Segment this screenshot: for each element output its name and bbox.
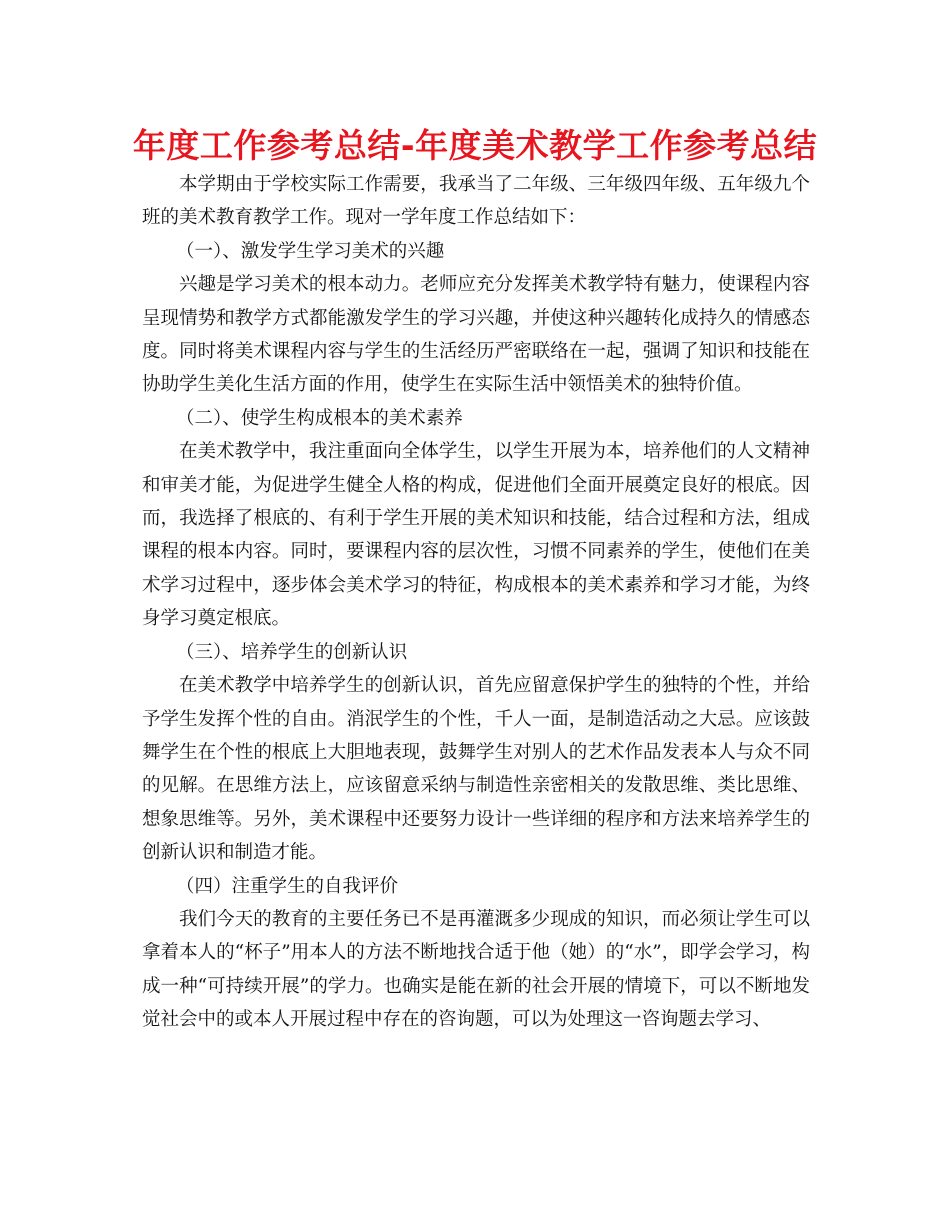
document-title: 年度工作参考总结-年度美术教学工作参考总结 bbox=[132, 126, 818, 165]
section-heading-1: （一）、激发学生学习美术的兴趣 bbox=[176, 240, 445, 262]
document-body bbox=[142, 168, 810, 1037]
section-heading-3: （三）、培养学生的创新认识 bbox=[176, 641, 408, 663]
section-heading-4: （四）注重学生的自我评价 bbox=[176, 875, 399, 897]
section-paragraph-2: 在美术教学中，我注重面向全体学生，以学生开展为本，培养他们的人文精神和审美才能，为促进学生健全人格的构成，促进他们全面开展奠定良好的根底。因而，我选择了根底的、有利于学生开展的美术知识和技能，结合过程和方法，组成课程的根本内容。同时，要课程内容的层次性，习惯不同素养的学生，使他们在美术学习过程中，逐步体会美术学习的特征，构成根本的美术素养和学习才能，为终身学习奠定根底。 bbox=[142, 441, 810, 630]
section-paragraph-3: 在美术教学中培养学生的创新认识，首先应留意保护学生的独特的个性，并给予学生发挥个性的自由。消泯学生的个性，千人一面，是制造活动之大忌。应该鼓舞学生在个性的根底上大胆地表现，鼓舞学生对别人的艺术作品发表本人与众不同的见解。在思维方法上，应该留意采纳与制造性亲密相关的发散思维、类比思维、想象思维等。另外，美术课程中还要努力设计一些详细的程序和方法来培养学生的创新认识和制造才能。 bbox=[142, 675, 810, 864]
section-heading-2: （二）、使学生构成根本的美术素养 bbox=[176, 407, 463, 429]
intro-paragraph: 本学期由于学校实际工作需要，我承当了二年级、三年级四年级、五年级九个班的美术教育教学工作。现对一学年度工作总结如下： bbox=[142, 174, 810, 229]
section-paragraph-1: 兴趣是学习美术的根本动力。老师应充分发挥美术教学特有魅力，使课程内容呈现情势和教学方式都能激发学生的学习兴趣，并使这种兴趣转化成持久的情感态度。同时将美术课程内容与学生的生活经历严密联络在一起，强调了知识和技能在协助学生美化生活方面的作用，使学生在实际生活中领悟美术的独特价值。 bbox=[142, 274, 810, 396]
section-paragraph-4: 我们今天的教育的主要任务已不是再灌溉多少现成的知识，而必须让学生可以拿着本人的“杯子”用本人的方法不断地找合适于他（她）的“水”，即学会学习，构成一种“可持续开展”的学力。也确实是能在新的社会开展的情境下，可以不断地发觉社会中的或本人开展过程中存在的咨询题，可以为处理这一咨询题去学习、 bbox=[142, 908, 810, 1031]
